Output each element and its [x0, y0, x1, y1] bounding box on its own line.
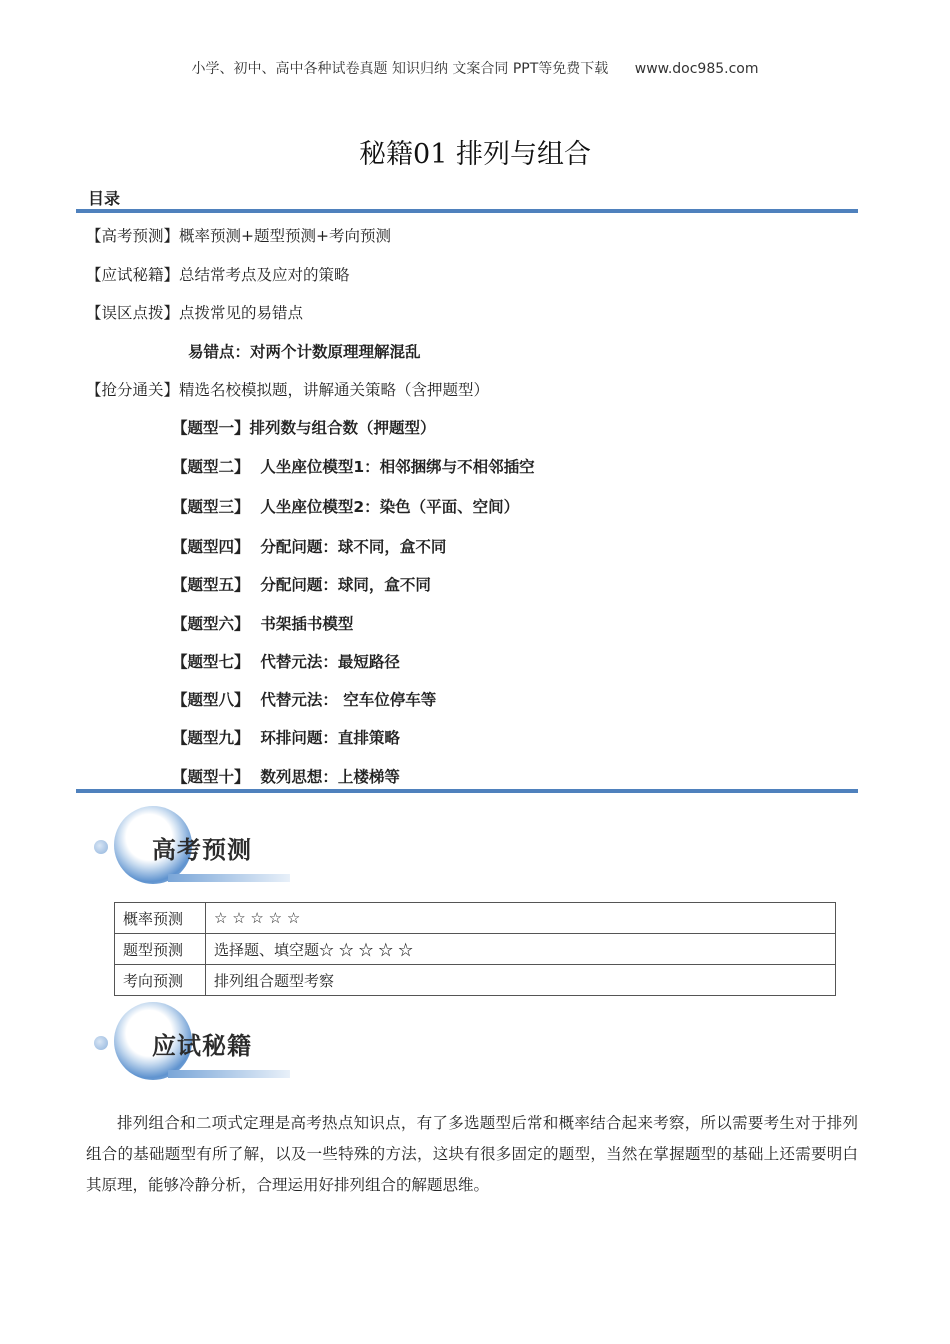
- table-value: 选择题、填空题☆ ☆ ☆ ☆ ☆: [206, 934, 836, 965]
- toc-text: 概率预测+题型预测+考向预测: [179, 227, 391, 245]
- toc-bracket: 【高考预测】: [86, 227, 180, 245]
- toc-type-3[interactable]: [172, 495, 519, 517]
- toc-entry-pitfalls[interactable]: [86, 301, 303, 323]
- toc-entry-error-point[interactable]: [188, 340, 421, 362]
- forecast-table: [114, 902, 836, 996]
- type-text: 人坐座位模型2：染色（平面、空间）: [260, 498, 520, 516]
- toc-type-1[interactable]: [172, 416, 436, 438]
- toc-entry-secrets[interactable]: [86, 263, 350, 285]
- toc-text: 总结常考点及应对的策略: [179, 266, 350, 284]
- table-key: 题型预测: [115, 934, 206, 965]
- type-bracket: 【题型九】: [172, 729, 250, 747]
- toc-bracket: 【抢分通关】: [86, 381, 180, 399]
- table-row: [115, 903, 836, 934]
- divider-top: [76, 209, 858, 213]
- toc-type-4[interactable]: [172, 535, 446, 557]
- toc-label: 目录: [88, 189, 121, 208]
- toc-type-8[interactable]: [172, 688, 436, 710]
- type-bracket: 【题型一】: [172, 419, 250, 437]
- toc-entry-forecast[interactable]: [86, 224, 391, 246]
- type-bracket: 【题型七】: [172, 653, 250, 671]
- toc-type-2[interactable]: [172, 455, 535, 477]
- type-text: 排列数与组合数（押题型）: [249, 419, 436, 437]
- toc-type-7[interactable]: [172, 650, 400, 672]
- type-text: 环排问题：直排策略: [260, 729, 400, 747]
- table-row: [115, 934, 836, 965]
- type-bracket: 【题型二】: [172, 458, 250, 476]
- header-url[interactable]: www.doc985.com: [634, 61, 759, 77]
- type-bracket: 【题型六】: [172, 615, 250, 633]
- toc-type-6[interactable]: [172, 612, 353, 634]
- type-text: 代替元法：最短路径: [260, 653, 400, 671]
- secrets-paragraph: 排列组合和二项式定理是高考热点知识点，有了多选题型后常和概率结合起来考察，所以需要考生对于排列组合的基础题型有所了解，以及一些特殊的方法，这块有很多固定的题型，当然在掌握题型的基础上还需要明白其原理，能够冷静分析，合理运用好排列组合的解题思维。: [86, 1114, 858, 1194]
- type-text: 分配问题：球同，盒不同: [260, 576, 431, 594]
- banner-dot-icon: [94, 1036, 108, 1050]
- divider-bottom: [76, 789, 858, 793]
- type-bracket: 【题型四】: [172, 538, 250, 556]
- page-title: 秘籍01 排列与组合: [359, 139, 591, 170]
- toc-type-9[interactable]: [172, 726, 400, 748]
- type-text: 分配问题：球不同，盒不同: [260, 538, 447, 556]
- page-header: [0, 58, 950, 78]
- toc-entry-scoring[interactable]: [86, 378, 489, 400]
- section-banner-forecast: [90, 802, 300, 892]
- toc-type-10[interactable]: [172, 765, 400, 787]
- type-text: 人坐座位模型1：相邻捆绑与不相邻插空: [260, 458, 535, 476]
- type-text: 代替元法： 空车位停车等: [260, 691, 437, 709]
- section-heading: 应试秘籍: [152, 1032, 252, 1060]
- section-banner-secrets: [90, 998, 300, 1088]
- type-text: 数列思想：上楼梯等: [260, 768, 400, 786]
- section-heading: 高考预测: [152, 836, 252, 864]
- table-row: [115, 965, 836, 996]
- toc-text: 精选名校模拟题，讲解通关策略（含押题型）: [179, 381, 490, 399]
- header-text: 小学、初中、高中各种试卷真题 知识归纳 文案合同 PPT等免费下载: [191, 61, 609, 77]
- banner-dot-icon: [94, 840, 108, 854]
- type-bracket: 【题型八】: [172, 691, 250, 709]
- type-text: 书架插书模型: [260, 615, 354, 633]
- banner-underline: [168, 1070, 290, 1078]
- type-bracket: 【题型十】: [172, 768, 250, 786]
- table-key: 考向预测: [115, 965, 206, 996]
- toc-type-5[interactable]: [172, 573, 431, 595]
- toc-bracket: 【应试秘籍】: [86, 266, 180, 284]
- toc-bracket: 【误区点拨】: [86, 304, 180, 322]
- toc-text: 点拨常见的易错点: [179, 304, 304, 322]
- table-key: 概率预测: [115, 903, 206, 934]
- toc-text: 易错点：对两个计数原理理解混乱: [188, 343, 421, 361]
- table-value: 排列组合题型考察: [206, 965, 836, 996]
- type-bracket: 【题型三】: [172, 498, 250, 516]
- table-value: ☆ ☆ ☆ ☆ ☆: [206, 903, 836, 934]
- type-bracket: 【题型五】: [172, 576, 250, 594]
- banner-underline: [168, 874, 290, 882]
